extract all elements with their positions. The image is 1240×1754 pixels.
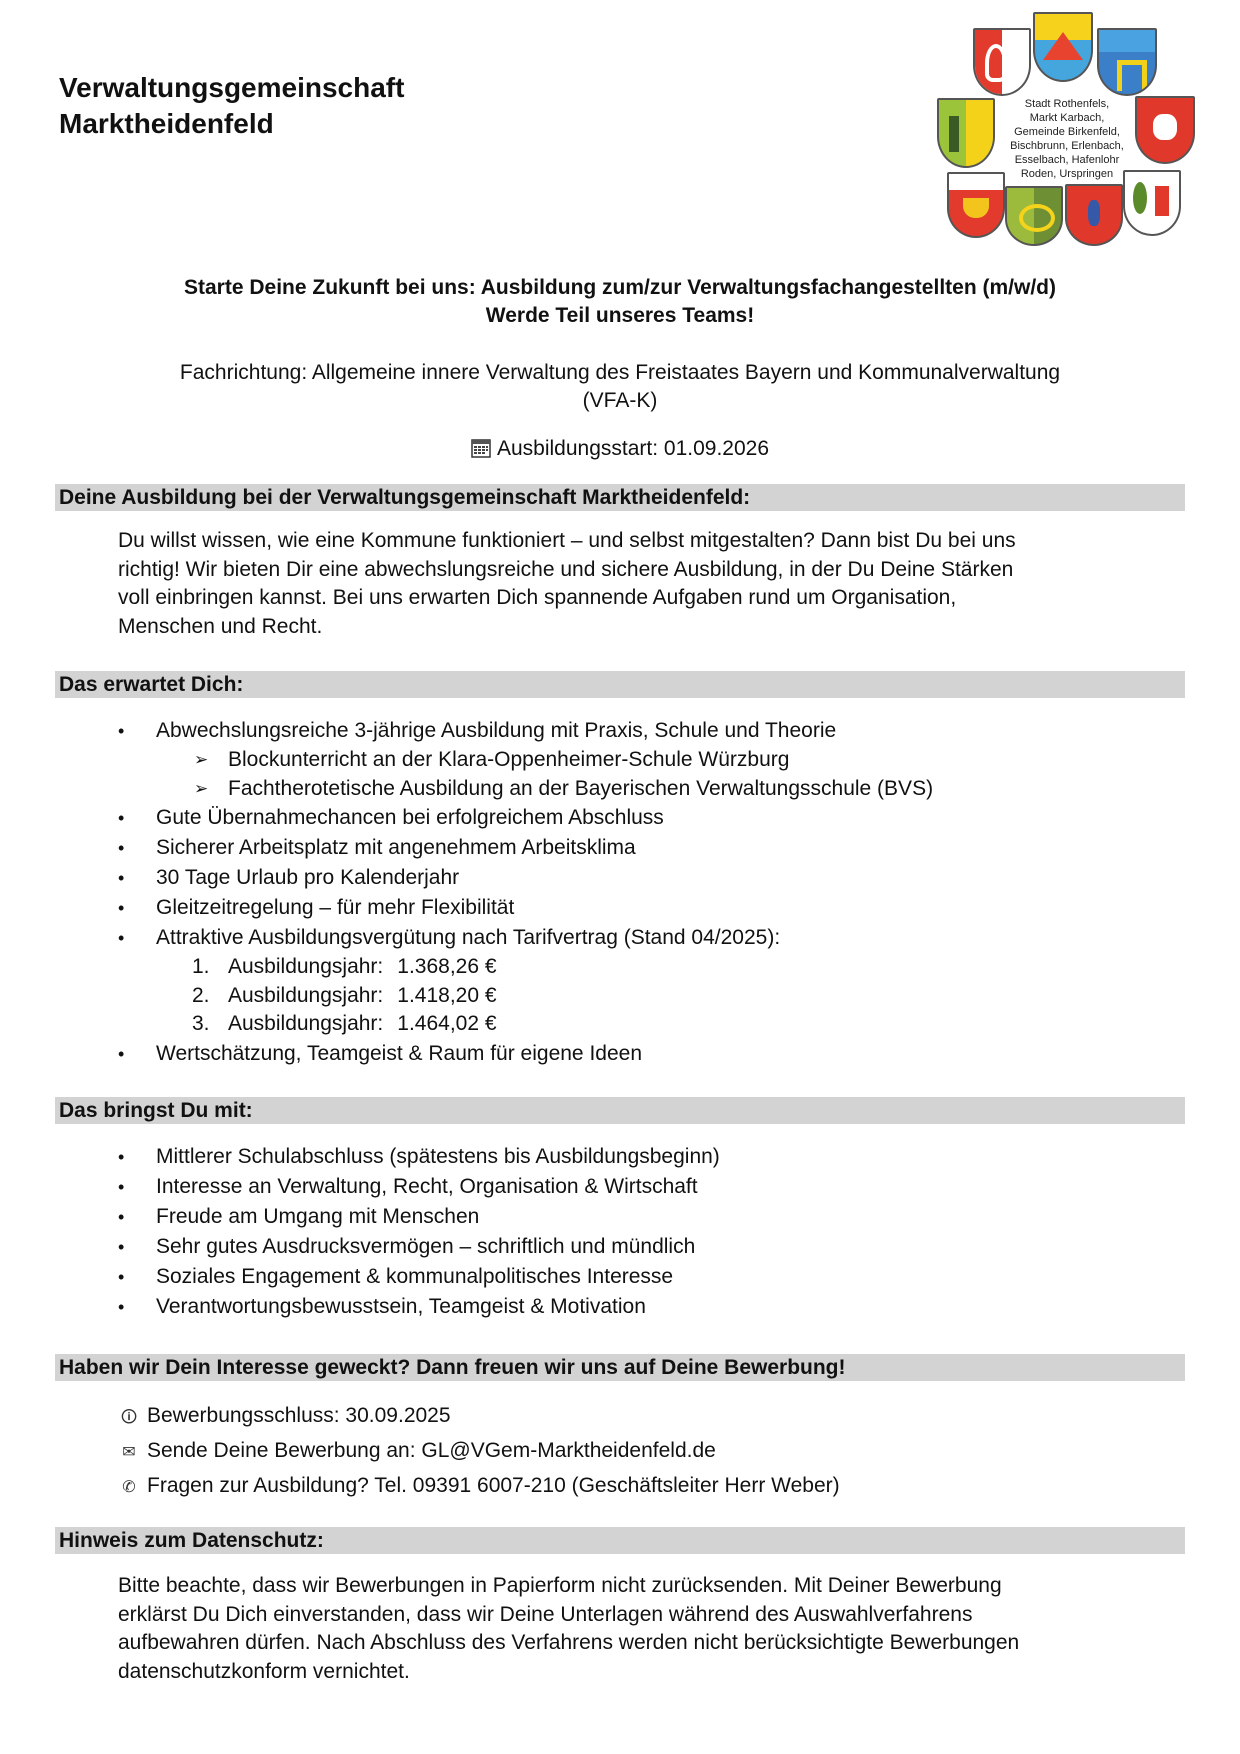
list-item: • Mittlerer Schulabschluss (spätestens bis Ausbildungsbeginn) <box>118 1142 720 1172</box>
list-item: • Gute Übernahmechancen bei erfolgreichem Abschluss <box>118 803 933 833</box>
list-item: • Attraktive Ausbildungsvergütung nach Tarifvertrag (Stand 04/2025): <box>118 923 933 953</box>
crest-bischbrunn <box>937 98 995 168</box>
email-link[interactable]: Sende Deine Bewerbung an: GL@VGem-Marktheidenfeld.de <box>147 1439 716 1462</box>
requirements-list <box>118 1142 720 1322</box>
arrow-icon: ➢ <box>194 778 209 798</box>
job-title <box>0 274 1240 330</box>
list-item: • Freude am Umgang mit Menschen <box>118 1202 720 1232</box>
coats-of-arms <box>935 10 1215 250</box>
email-row <box>120 1434 840 1469</box>
section-heading-bring: Das bringst Du mit: <box>55 1097 1185 1124</box>
list-item: • Interesse an Verwaltung, Recht, Organisation & Wirtschaft <box>118 1172 720 1202</box>
list-item: • Verantwortungsbewusstsein, Teamgeist & Motivation <box>118 1292 720 1322</box>
pay-list <box>118 953 933 1039</box>
title-line-1: Starte Deine Zukunft bei uns: Ausbildung zum/zur Verwaltungsfachangestellten (m/w/d) <box>184 276 1056 299</box>
phone-row: ✆ Fragen zur Ausbildung? Tel. 09391 6007-210 (Geschäftsleiter Herr Weber) <box>120 1469 840 1504</box>
training-start <box>0 435 1240 463</box>
arrow-icon: ➢ <box>194 750 209 769</box>
pay-row: 3. Ausbildungsjahr: 1.464,02 € <box>192 1012 497 1035</box>
crest-hafenlohr <box>1005 186 1063 246</box>
org-line-1: Verwaltungsgemeinschaft <box>59 72 405 103</box>
application-info <box>120 1399 840 1504</box>
sub-list <box>118 746 933 803</box>
sub-item: ➢ Fachtherotetische Ausbildung an der Bayerischen Verwaltungsschule (BVS) <box>118 775 933 804</box>
list-item: • Wertschätzung, Teamgeist & Raum für eigene Ideen <box>118 1039 933 1069</box>
mail-icon: ✉ <box>122 1444 136 1461</box>
spec-line-1: Fachrichtung: Allgemeine innere Verwaltung des Freistaates Bayern und Kommunalverwaltung <box>179 361 1061 384</box>
list-item: • Gleitzeitregelung – für mehr Flexibilität <box>118 893 933 923</box>
crest-caption: Stadt Rothenfels, Markt Karbach, Gemeinde Birkenfeld, Bischbrunn, Erlenbach, Esselbach, Hafenlohr Roden, Urspringen <box>1010 98 1124 180</box>
pay-row: 1. Ausbildungsjahr: 1.368,26 € <box>192 955 497 978</box>
crest-birkenfeld <box>1097 28 1157 96</box>
expect-list <box>118 716 933 1069</box>
specialization <box>0 359 1240 415</box>
list-item: • Sicherer Arbeitsplatz mit angenehmem Arbeitsklima <box>118 833 933 863</box>
org-line-2: Marktheidenfeld <box>59 108 274 139</box>
deadline-row: 🛈 Bewerbungsschluss: 30.09.2025 <box>120 1399 840 1434</box>
crest-rothenfels <box>973 28 1031 96</box>
phone-icon: ✆ <box>122 1479 136 1496</box>
list-item: • Sehr gutes Ausdrucksvermögen – schriftlich und mündlich <box>118 1232 720 1262</box>
crest-erlenbach <box>1135 96 1195 164</box>
list-item: • 30 Tage Urlaub pro Kalenderjahr <box>118 863 933 893</box>
crest-karbach <box>1033 12 1093 82</box>
section-heading-training: Deine Ausbildung bei der Verwaltungsgemeinschaft Marktheidenfeld: <box>55 484 1185 511</box>
pay-row: 2. Ausbildungsjahr: 1.418,20 € <box>192 983 497 1007</box>
calendar-icon <box>471 438 491 458</box>
start-text: Ausbildungsstart: 01.09.2026 <box>496 437 770 460</box>
crest-esselbach <box>947 172 1005 238</box>
section-heading-privacy: Hinweis zum Datenschutz: <box>55 1527 1185 1554</box>
title-line-2: Werde Teil unseres Teams! <box>485 304 755 327</box>
sub-item: ➢ Blockunterricht an der Klara-Oppenheimer-Schule Würzburg <box>118 746 933 775</box>
section-heading-apply: Haben wir Dein Interesse geweckt? Dann freuen wir uns auf Deine Bewerbung! <box>55 1354 1185 1381</box>
spec-line-2: (VFA-K) <box>582 389 658 412</box>
training-paragraph: Du willst wissen, wie eine Kommune funktioniert – und selbst mitgestalten? Dann bist Du bei uns richtig! Wir bieten Dir eine abwechslungsreiche und sichere Ausbildung, in der Du Deine Stärken voll einbringen kannst. Bei uns erwarten Dich spannende Aufgaben rund um Organisation, Menschen und Recht. <box>118 529 1016 638</box>
list-item: • Abwechslungsreiche 3-jährige Ausbildung mit Praxis, Schule und Theorie <box>118 716 933 746</box>
crest-roden <box>1065 184 1123 246</box>
privacy-paragraph: Bitte beachte, dass wir Bewerbungen in Papierform nicht zurücksenden. Mit Deiner Bewerbung erklärst Du Dich einverstanden, dass wir Deine Unterlagen während des Auswahlverfahrens aufbewahren dürfen. Nach Abschluss des Verfahrens werden nicht berücksichtigte Bewerbungen datenschutzkonform vernichtet. <box>118 1574 1020 1683</box>
info-icon: 🛈 <box>120 1409 138 1426</box>
section-heading-expect: Das erwartet Dich: <box>55 671 1185 698</box>
list-item: • Soziales Engagement & kommunalpolitisches Interesse <box>118 1262 720 1292</box>
organization-name <box>59 70 404 142</box>
